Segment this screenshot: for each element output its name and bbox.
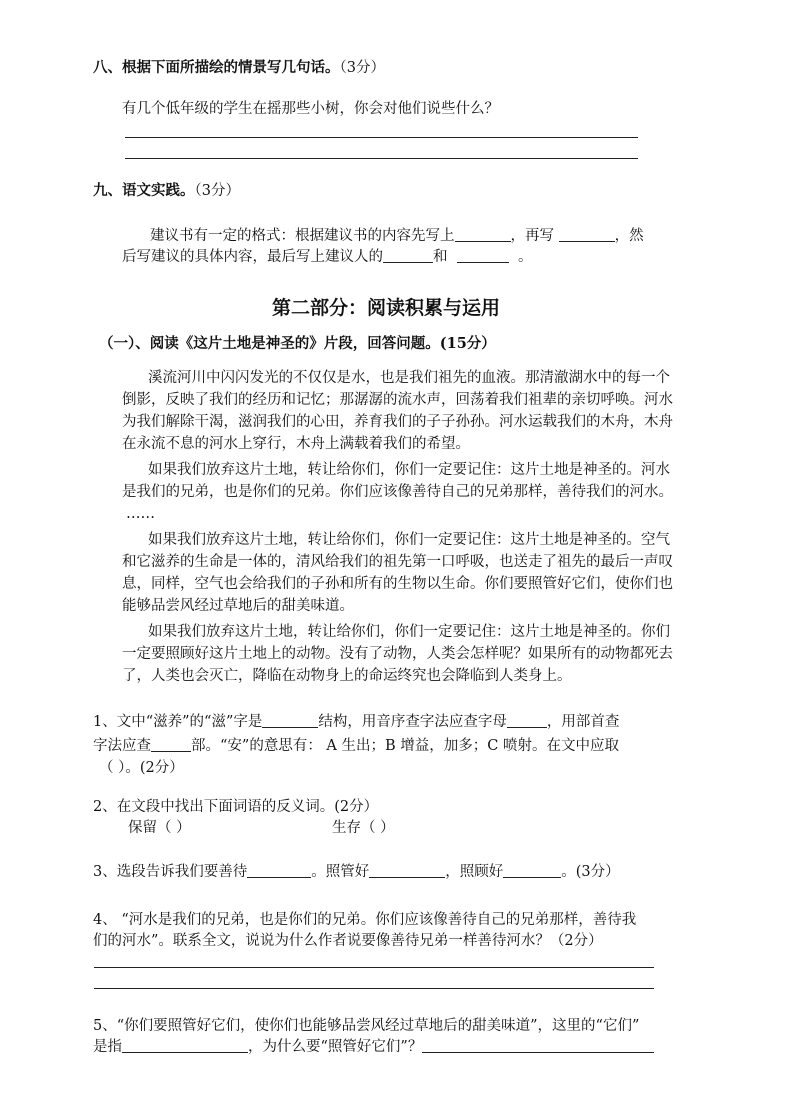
q3-blank-2[interactable] (369, 863, 445, 878)
q9-blank-4[interactable] (457, 248, 509, 263)
q9-title: 九、语文实践。 (93, 182, 195, 199)
q5-text-b: ，为什么要“照管好它们”？ (248, 1039, 423, 1055)
q1-blank-letter[interactable] (507, 713, 547, 728)
passage-line: 在永流不息的河水上穿行，木舟上满载着我们的希望。 (122, 436, 470, 452)
passage-line: 为我们解除干渴，滋润我们的心田，养育我们的子子孙孙。河水运载我们的木舟，木舟 (122, 414, 673, 430)
q9-blank-3[interactable] (383, 248, 433, 263)
q9-line-1 (150, 226, 644, 246)
q5-text-a: 是指 (93, 1039, 122, 1055)
passage-line: 了，人类也会灭亡，降临在动物身上的命运终究也会降临到人类身上。 (122, 668, 572, 684)
q8-answer-line-1[interactable] (125, 137, 638, 138)
passage-line: 一定要照顾好这片土地上的动物。没有了动物，人类会怎样呢？如果所有的动物都死去 (122, 646, 673, 662)
q5-line-1: 5、“你们要照管好它们，使你们也能够品尝风经过草地后的甜美味道”，这里的“它们” (93, 1018, 640, 1034)
q1-text-d: 字法应查 (93, 738, 151, 754)
q9-score: （3分） (194, 183, 240, 199)
q9-text-f: 。 (517, 249, 533, 265)
q2-line-1: 2、在文段中找出下面词语的反义词。(2分） (93, 799, 379, 815)
q4-line-1: 4、 “河水是我们的兄弟，也是你们的兄弟。你们应该像善待自己的兄弟那样，善待我 (93, 912, 637, 928)
q9-line-2 (122, 247, 532, 267)
q9-text-b: ，再写 (510, 228, 554, 244)
q9-text-e: 和 (433, 249, 448, 265)
q1-text-b: 结构，用音序查字法应查字母 (318, 714, 507, 730)
q3-text-b: 。照管好 (311, 864, 370, 880)
q1-blank-structure[interactable] (262, 713, 318, 728)
q5-blank-2[interactable] (422, 1038, 654, 1053)
q1-text-e: 部。“安”的意思有： A 生出；B 增益，加多；C 喷射。在文中应取 (191, 738, 619, 754)
q2-item-survive: 生存（ ） (332, 820, 395, 836)
part2-heading: 第二部分：阅读积累与运用 (272, 297, 501, 319)
q3-blank-1[interactable] (247, 863, 311, 878)
q8-prompt: 有几个低年级的学生在摇那些小树，你会对他们说些什么？ (122, 101, 499, 117)
q9-heading (93, 181, 240, 201)
q9-text-d: 后写建议的具体内容，最后写上建议人的 (122, 249, 383, 265)
passage-line: 如果我们放弃这片土地，转让给你们，你们一定要记住：这片土地是神圣的。空气 (148, 532, 670, 548)
passage-line: 如果我们放弃这片土地，转让给你们，你们一定要记住：这片土地是神圣的。河水 (148, 462, 670, 478)
q1-blank-radical[interactable] (151, 737, 191, 752)
q1-text-a: 1、文中“滋养”的“滋”字是 (93, 714, 263, 730)
passage-line: 如果我们放弃这片土地，转让给你们，你们一定要记住：这片土地是神圣的。你们 (148, 624, 670, 640)
passage-line: 能够品尝风经过草地后的甜美味道。 (122, 598, 354, 614)
q1-line-3: （ ）。(2分） (99, 760, 184, 776)
q9-blank-1[interactable] (455, 227, 511, 242)
passage-line: 和它滋养的生命是一体的，清风给我们的祖先第一口呼吸，也送走了祖先的最后一声叹 (122, 554, 673, 570)
q8-answer-line-2[interactable] (125, 158, 638, 159)
q9-text-a: 建议书有一定的格式：根据建议书的内容先写上 (150, 228, 455, 244)
q3-line (93, 862, 620, 882)
passage-line: 倒影，反映了我们的经历和记忆；那潺潺的流水声，回荡着我们祖辈的亲切呼唤。河水 (122, 392, 673, 408)
passage-line: 是我们的兄弟，也是你们的兄弟。你们应该像善待自己的兄弟那样，善待我们的河水。 (122, 484, 673, 500)
q3-text-d: 。(3分） (561, 864, 620, 880)
passage-line: 息，同样，空气也会给我们的子孙和所有的生物以生命。你们要照管好它们，使你们也 (122, 576, 673, 592)
q4-answer-line-1[interactable] (94, 967, 654, 968)
q9-blank-2[interactable] (559, 227, 615, 242)
q8-title: 八、根据下面所描绘的情景写几句话。 (93, 59, 340, 76)
q1-line-1 (93, 712, 619, 732)
q8-score: （3分） (339, 60, 385, 76)
q3-text-a: 3、选段告诉我们要善待 (93, 864, 248, 880)
passage-ellipsis: …… (126, 506, 155, 522)
part2-section-title: （一）、阅读《这片土地是神圣的》片段，回答问题。(15分） (99, 335, 496, 352)
q2-item-retain: 保留（ ） (128, 820, 191, 836)
q1-line-2 (93, 736, 619, 756)
q4-answer-line-2[interactable] (94, 988, 654, 989)
q5-line-2 (93, 1037, 654, 1057)
q4-line-2: 们的河水”。联系全文，说说为什么作者说要像善待兄弟一样善待河水？（2分） (93, 933, 603, 949)
q1-text-c: ，用部首查 (546, 714, 620, 730)
q3-text-c: ，照顾好 (445, 864, 504, 880)
q9-text-c: ，然 (614, 228, 644, 244)
q3-blank-3[interactable] (503, 863, 561, 878)
passage-line: 溪流河川中闪闪发光的不仅仅是水，也是我们祖先的血液。那清澈湖水中的每一个 (148, 370, 670, 386)
q5-blank-1[interactable] (122, 1038, 248, 1053)
q8-heading (93, 58, 385, 78)
